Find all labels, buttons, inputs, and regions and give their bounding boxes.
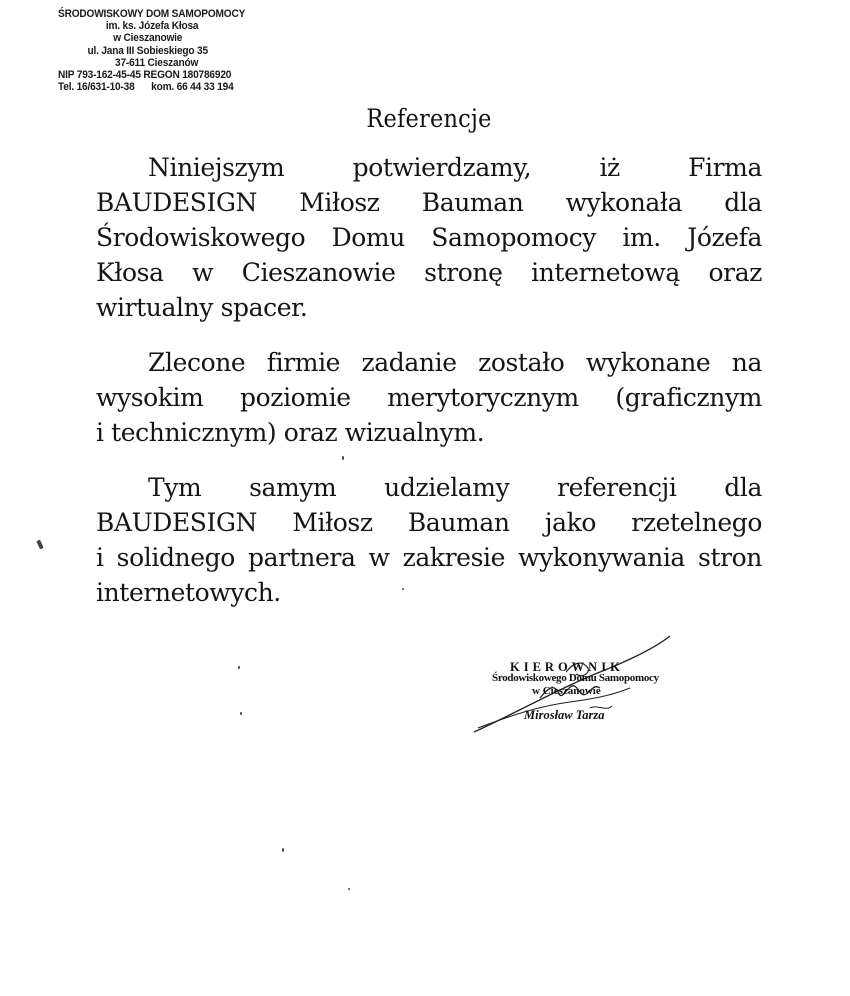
scan-speck	[36, 540, 43, 550]
signature-stamp	[470, 628, 700, 738]
letterhead-org-name: ŚRODOWISKOWY DOM SAMOPOMOCY	[58, 8, 246, 20]
letter-body	[96, 150, 762, 610]
letterhead-mobile: kom. 66 44 33 194	[151, 81, 234, 94]
paragraph-line: Kłosa w Cieszanowie stronę internetową oraz	[96, 258, 762, 287]
stamp-signatory-name: Mirosław Tarza	[524, 708, 605, 722]
paragraph-line: Tym samym udzielamy referencji dla	[148, 473, 762, 502]
letterhead-tax-ids: NIP 793-162-45-45 REGON 180786920	[58, 69, 232, 82]
paragraph-line: Niniejszym potwierdzamy, iż Firma	[148, 153, 762, 182]
letterhead-postcode: 37-611 Cieszanów	[115, 56, 199, 69]
stamp-role: KIEROWNIK	[510, 660, 624, 674]
letterhead-phone: Tel. 16/631-10-38	[58, 81, 135, 94]
paragraph-line: internetowych.	[96, 578, 281, 607]
scan-speck	[348, 888, 350, 890]
letterhead-town: w Cieszanowie	[113, 32, 183, 45]
paragraph-line: i solidnego partnera w zakresie wykonywania stron	[96, 543, 762, 572]
paragraph-confirmation	[96, 150, 762, 325]
letterhead-stamp	[58, 8, 288, 93]
letterhead-phones	[58, 81, 288, 93]
letterhead-patron: im. ks. Józefa Kłosa	[105, 20, 199, 33]
paragraph-line: BAUDESIGN Miłosz Bauman wykonała dla	[96, 188, 762, 217]
scan-speck	[240, 712, 242, 715]
scan-speck	[282, 848, 284, 852]
document-title: Referencje	[366, 104, 492, 133]
stamp-town: w Cieszanowie	[532, 685, 601, 697]
paragraph-recommendation	[96, 470, 762, 610]
paragraph-line: BAUDESIGN Miłosz Bauman jako rzetelnego	[96, 508, 762, 537]
stamp-organization: Środowiskowego Domu Samopomocy	[492, 672, 659, 684]
paragraph-line: wysokim poziomie merytorycznym (graficznym	[96, 383, 762, 412]
paragraph-line: i technicznym) oraz wizualnym.	[96, 418, 485, 447]
scan-speck	[402, 588, 404, 590]
paragraph-line: Środowiskowego Domu Samopomocy im. Józefa	[96, 223, 762, 252]
scan-speck	[342, 456, 344, 460]
letterhead-street: ul. Jana III Sobieskiego 35	[87, 44, 208, 57]
scan-speck	[238, 666, 240, 669]
paragraph-line: Zlecone firmie zadanie zostało wykonane na	[148, 348, 762, 377]
paragraph-line: wirtualny spacer.	[96, 293, 308, 322]
paragraph-quality	[96, 345, 762, 450]
